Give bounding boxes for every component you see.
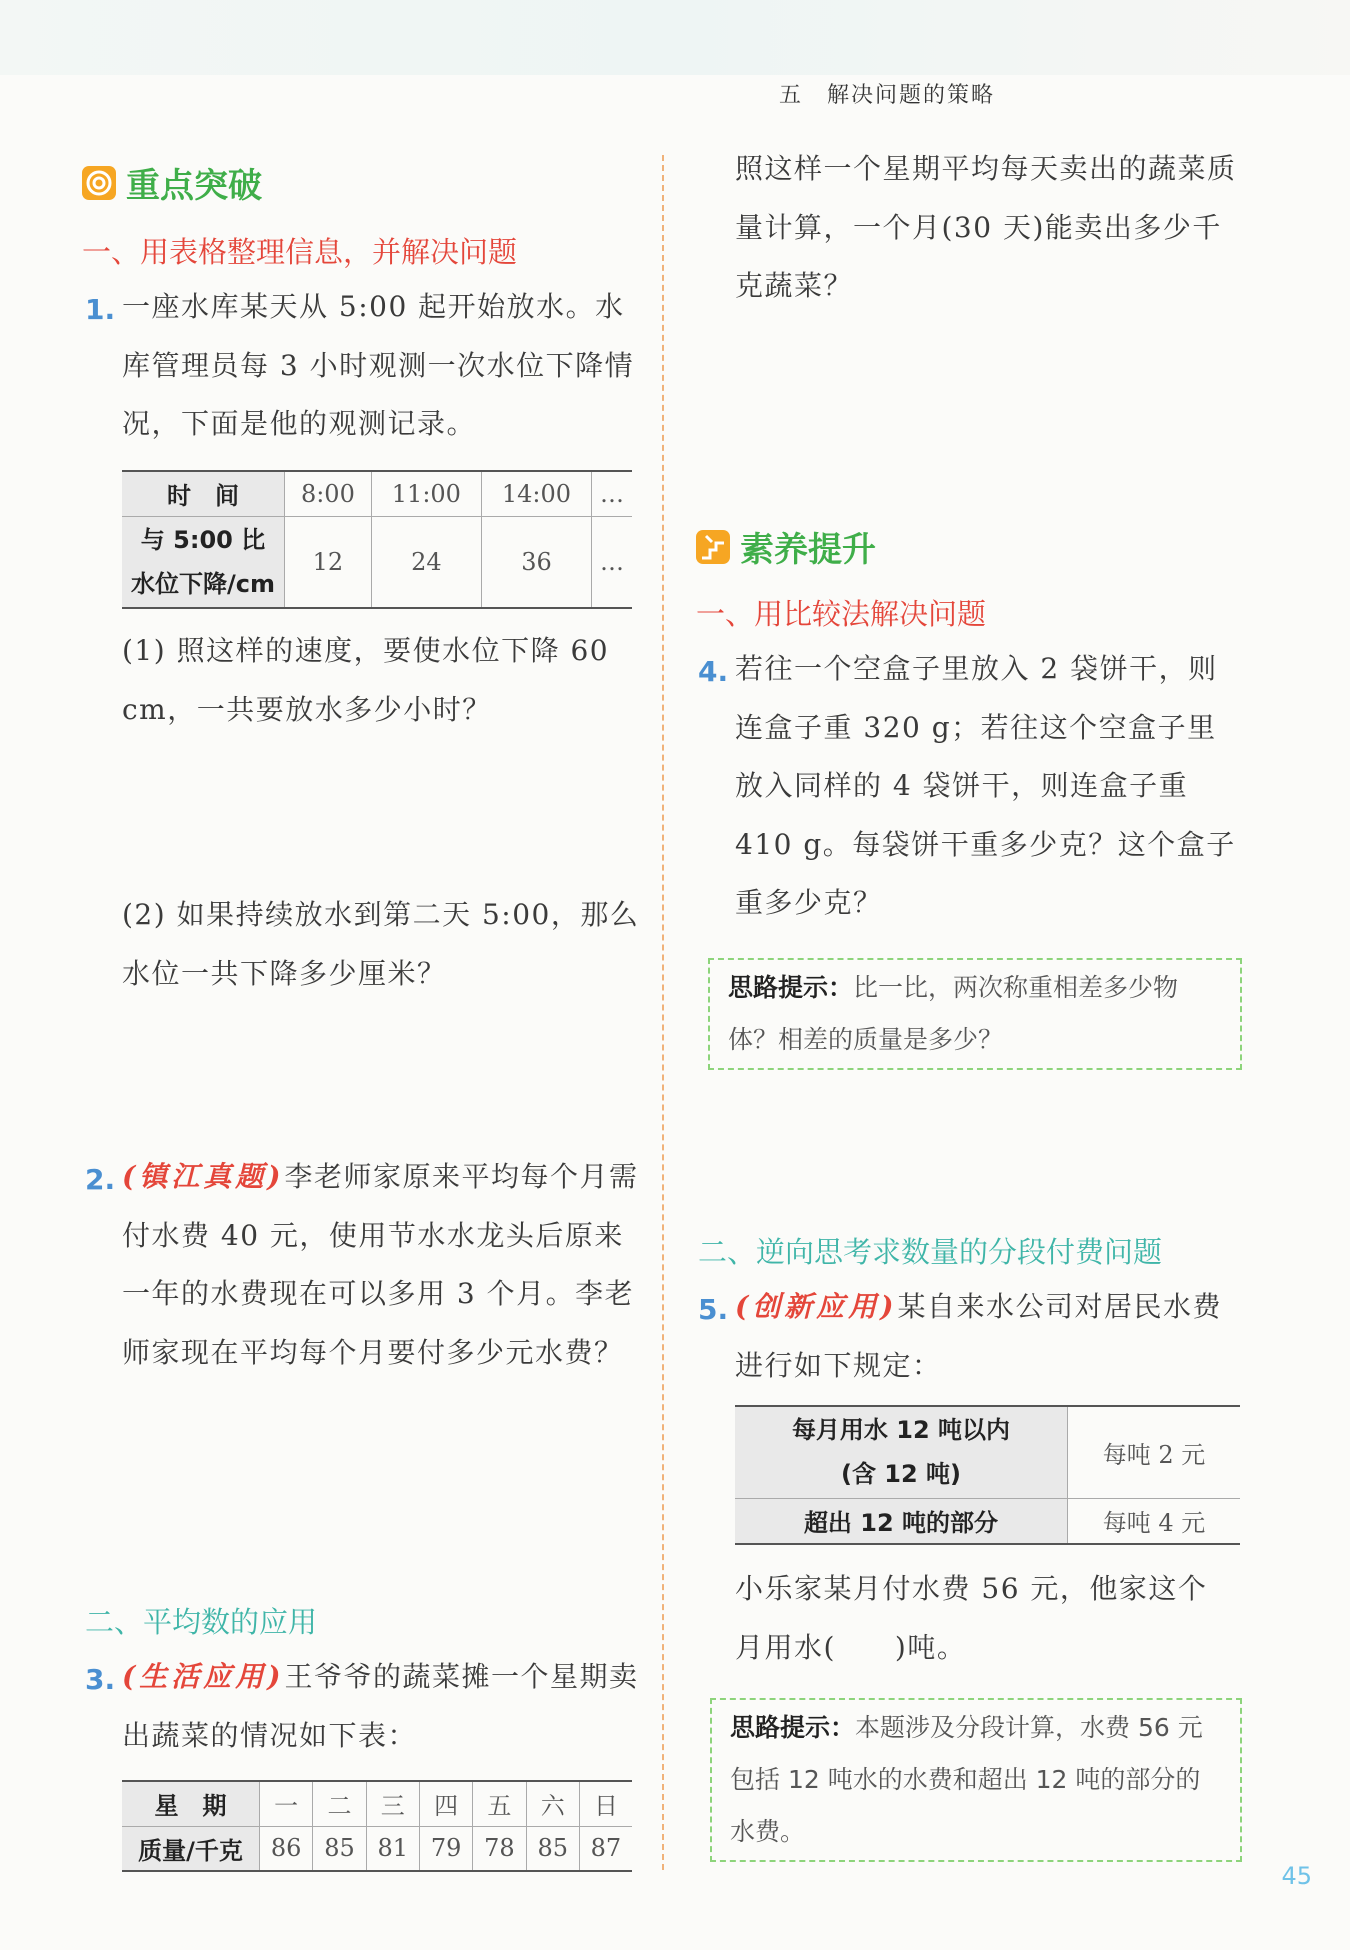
- table-header-drop-line2: 水位下降/cm: [131, 569, 275, 598]
- table-cell: 五: [473, 1781, 526, 1826]
- problem-2-text: [122, 1148, 642, 1382]
- chapter-title: 五 解决问题的策略: [778, 83, 995, 108]
- page-number: 45: [1281, 1862, 1312, 1890]
- problem-4-text: 若往一个空盒子里放入 2 袋饼干，则连盒子重 320 g；若往这个空盒子里放入同样的 4 袋饼干，则连盒子重 410 g。每袋饼干重多少克？这个盒子重多少克？: [735, 652, 1236, 919]
- table-cell: 87: [579, 1826, 632, 1871]
- subsection-title-table: 一、用表格整理信息，并解决问题: [82, 235, 518, 269]
- problem-tag: (生活应用): [122, 1660, 285, 1693]
- hint-text: 比一比，两次称重相差多少物体？相差的质量是多少？: [728, 973, 1179, 1054]
- table-cell: 一: [260, 1781, 313, 1826]
- table-cell: 日: [579, 1781, 632, 1826]
- hint-box: [710, 1698, 1242, 1862]
- table-cell: 36: [481, 516, 591, 608]
- problem-tag: (创新应用): [735, 1290, 898, 1323]
- table-header-drop-line1: 与 5:00 比: [140, 525, 266, 554]
- vegetable-sales-table: [122, 1780, 632, 1872]
- problem-5-question-line2: 月用水( )吨。: [735, 1630, 967, 1664]
- table-cell: 85: [313, 1826, 366, 1871]
- problem-5-text: [735, 1278, 1245, 1395]
- problem-number: 3.: [85, 1663, 116, 1696]
- tier1-line1: 每月用水 12 吨以内: [791, 1416, 1011, 1445]
- subsection-title-compare: 一、用比较法解决问题: [696, 597, 987, 631]
- table-cell: 8:00: [285, 471, 372, 516]
- table-cell: 81: [366, 1826, 419, 1871]
- problem-3-text: [122, 1648, 642, 1765]
- problem-3-continued: 照这样一个星期平均每天卖出的蔬菜质量计算，一个月(30 天)能卖出多少千克蔬菜？: [735, 152, 1237, 302]
- section-title-text: 重点突破: [126, 166, 262, 206]
- table-cell: 14:00: [481, 471, 591, 516]
- section-title-key-points: [82, 158, 262, 207]
- problem-1-question-2: (2) 如果持续放水到第二天 5:00，那么水位一共下降多少厘米？: [122, 898, 640, 990]
- table-cell: 每吨 2 元: [1068, 1406, 1241, 1498]
- problem-tag: (镇江真题): [122, 1160, 285, 1193]
- table-cell: 85: [526, 1826, 579, 1871]
- table-cell: 24: [371, 516, 481, 608]
- problem-number: 1.: [85, 293, 116, 326]
- table-header-day: 星 期: [122, 1781, 260, 1826]
- problem-number: 5.: [698, 1293, 729, 1326]
- problem-number: 4.: [698, 655, 729, 688]
- subsection-title-reverse: 二、逆向思考求数量的分段付费问题: [698, 1235, 1163, 1269]
- table-cell: 11:00: [371, 471, 481, 516]
- table-cell: 三: [366, 1781, 419, 1826]
- hint-box: [708, 958, 1242, 1070]
- problem-1-text: 一座水库某天从 5:00 起开始放水。水库管理员每 3 小时观测一次水位下降情况，下面是他的观测记录。: [122, 290, 635, 440]
- table-cell: 86: [260, 1826, 313, 1871]
- problem-2-body: 李老师家原来平均每个月需付水费 40 元，使用节水水龙头后原来一年的水费现在可以多用 3 个月。李老师家现在平均每个月要付多少元水费？: [122, 1160, 639, 1369]
- section-title-literacy: [696, 522, 876, 571]
- page-header-band: [0, 0, 1350, 75]
- table-cell: 二: [313, 1781, 366, 1826]
- water-price-table: [735, 1405, 1240, 1545]
- table-header-tier2: 超出 12 吨的部分: [735, 1498, 1068, 1544]
- section-title-text: 素养提升: [740, 530, 876, 570]
- problem-3-body: 王爷爷的蔬菜摊一个星期卖出蔬菜的情况如下表：: [122, 1660, 639, 1752]
- column-divider: [662, 155, 664, 1870]
- problem-5-question-line1: 小乐家某月付水费 56 元，他家这个: [735, 1572, 1208, 1605]
- table-header-weight: 质量/千克: [122, 1826, 260, 1871]
- hint-label: 思路提示：: [730, 1713, 856, 1742]
- problem-5-question: [735, 1560, 1245, 1677]
- table-cell: …: [592, 471, 632, 516]
- table-cell: 六: [526, 1781, 579, 1826]
- table-header-tier1: [735, 1406, 1068, 1498]
- problem-1-question-1: (1) 照这样的速度，要使水位下降 60 cm，一共要放水多少小时？: [122, 634, 610, 726]
- table-cell: 79: [419, 1826, 472, 1871]
- table-header-time: 时 间: [122, 471, 285, 516]
- hint-text: 本题涉及分段计算，水费 56 元包括 12 吨水的水费和超出 12 吨的部分的水费。: [730, 1713, 1203, 1846]
- stairs-icon: [696, 530, 730, 564]
- tier1-line2: (含 12 吨): [840, 1460, 962, 1489]
- problem-number: 2.: [85, 1163, 116, 1196]
- table-cell: …: [592, 516, 632, 608]
- table-cell: 每吨 4 元: [1068, 1498, 1241, 1544]
- table-header-drop: [122, 516, 285, 608]
- subsection-title-average: 二、平均数的应用: [85, 1605, 318, 1639]
- problem-5-body: 某自来水公司对居民水费进行如下规定：: [735, 1290, 1223, 1382]
- table-cell: 12: [285, 516, 372, 608]
- hint-label: 思路提示：: [728, 973, 854, 1002]
- water-level-table: [122, 470, 632, 609]
- table-cell: 四: [419, 1781, 472, 1826]
- table-cell: 78: [473, 1826, 526, 1871]
- spiral-icon: [82, 166, 116, 200]
